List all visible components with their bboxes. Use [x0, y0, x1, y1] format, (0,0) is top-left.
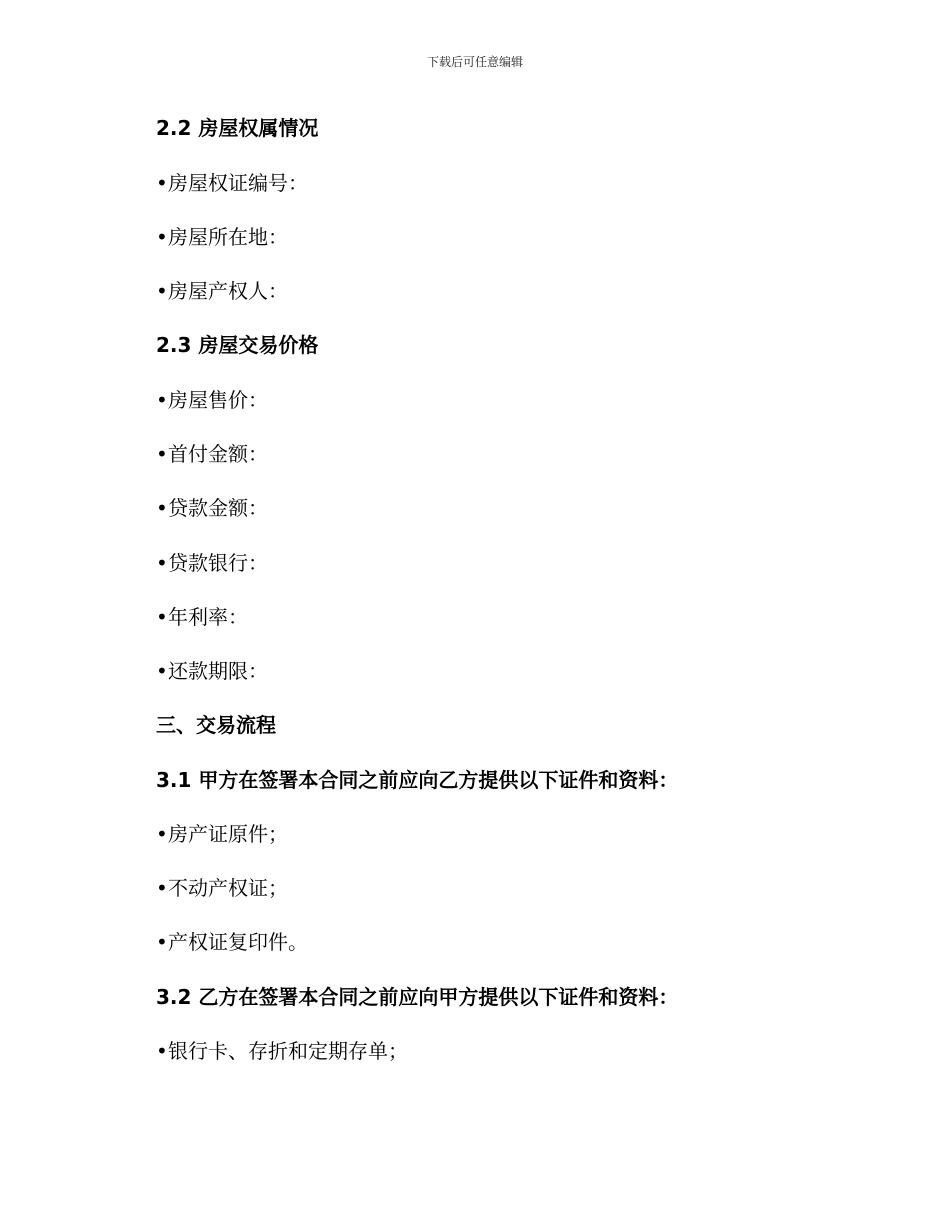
list-item: [156, 928, 308, 956]
bullet-icon: •: [156, 442, 168, 466]
list-item: [156, 820, 288, 848]
list-item: [156, 874, 288, 902]
bullet-icon: •: [156, 659, 168, 683]
bullet-icon: •: [156, 496, 168, 520]
list-item: [156, 440, 268, 468]
list-item-text: 房屋权证编号：: [168, 171, 308, 195]
list-item: [156, 1037, 408, 1065]
list-item-text: 产权证复印件。: [168, 930, 308, 954]
list-item-text: 房屋售价：: [168, 388, 268, 412]
list-item-text: 年利率：: [168, 605, 248, 629]
list-item: [156, 386, 268, 414]
bullet-icon: •: [156, 930, 168, 954]
list-item-text: 首付金额：: [168, 442, 268, 466]
bullet-icon: •: [156, 551, 168, 575]
list-item: [156, 603, 248, 631]
section-3-1-heading: 3.1 甲方在签署本合同之前应向乙方提供以下证件和资料：: [156, 768, 679, 792]
list-item-text: 银行卡、存折和定期存单；: [168, 1039, 408, 1063]
list-item: [156, 657, 268, 685]
list-item-text: 房屋产权人：: [168, 279, 288, 303]
section-2-2-heading: 2.2 房屋权属情况: [156, 116, 319, 140]
list-item: [156, 494, 268, 522]
bullet-icon: •: [156, 225, 168, 249]
list-item: [156, 549, 268, 577]
page-header: 下载后可任意编辑: [426, 55, 523, 69]
list-item-text: 不动产权证；: [168, 876, 288, 900]
list-item: [156, 169, 308, 197]
bullet-icon: •: [156, 605, 168, 629]
section-3-2-heading: 3.2 乙方在签署本合同之前应向甲方提供以下证件和资料：: [156, 985, 679, 1009]
list-item: [156, 277, 288, 305]
list-item-text: 房屋所在地：: [168, 225, 288, 249]
list-item: [156, 223, 288, 251]
section-2-3-heading: 2.3 房屋交易价格: [156, 333, 319, 357]
bullet-icon: •: [156, 822, 168, 846]
bullet-icon: •: [156, 171, 168, 195]
bullet-icon: •: [156, 876, 168, 900]
list-item-text: 贷款金额：: [168, 496, 268, 520]
list-item-text: 房产证原件；: [168, 822, 288, 846]
bullet-icon: •: [156, 279, 168, 303]
section-3-heading: 三、交易流程: [156, 713, 276, 737]
list-item-text: 还款期限：: [168, 659, 268, 683]
bullet-icon: •: [156, 1039, 168, 1063]
list-item-text: 贷款银行：: [168, 551, 268, 575]
bullet-icon: •: [156, 388, 168, 412]
